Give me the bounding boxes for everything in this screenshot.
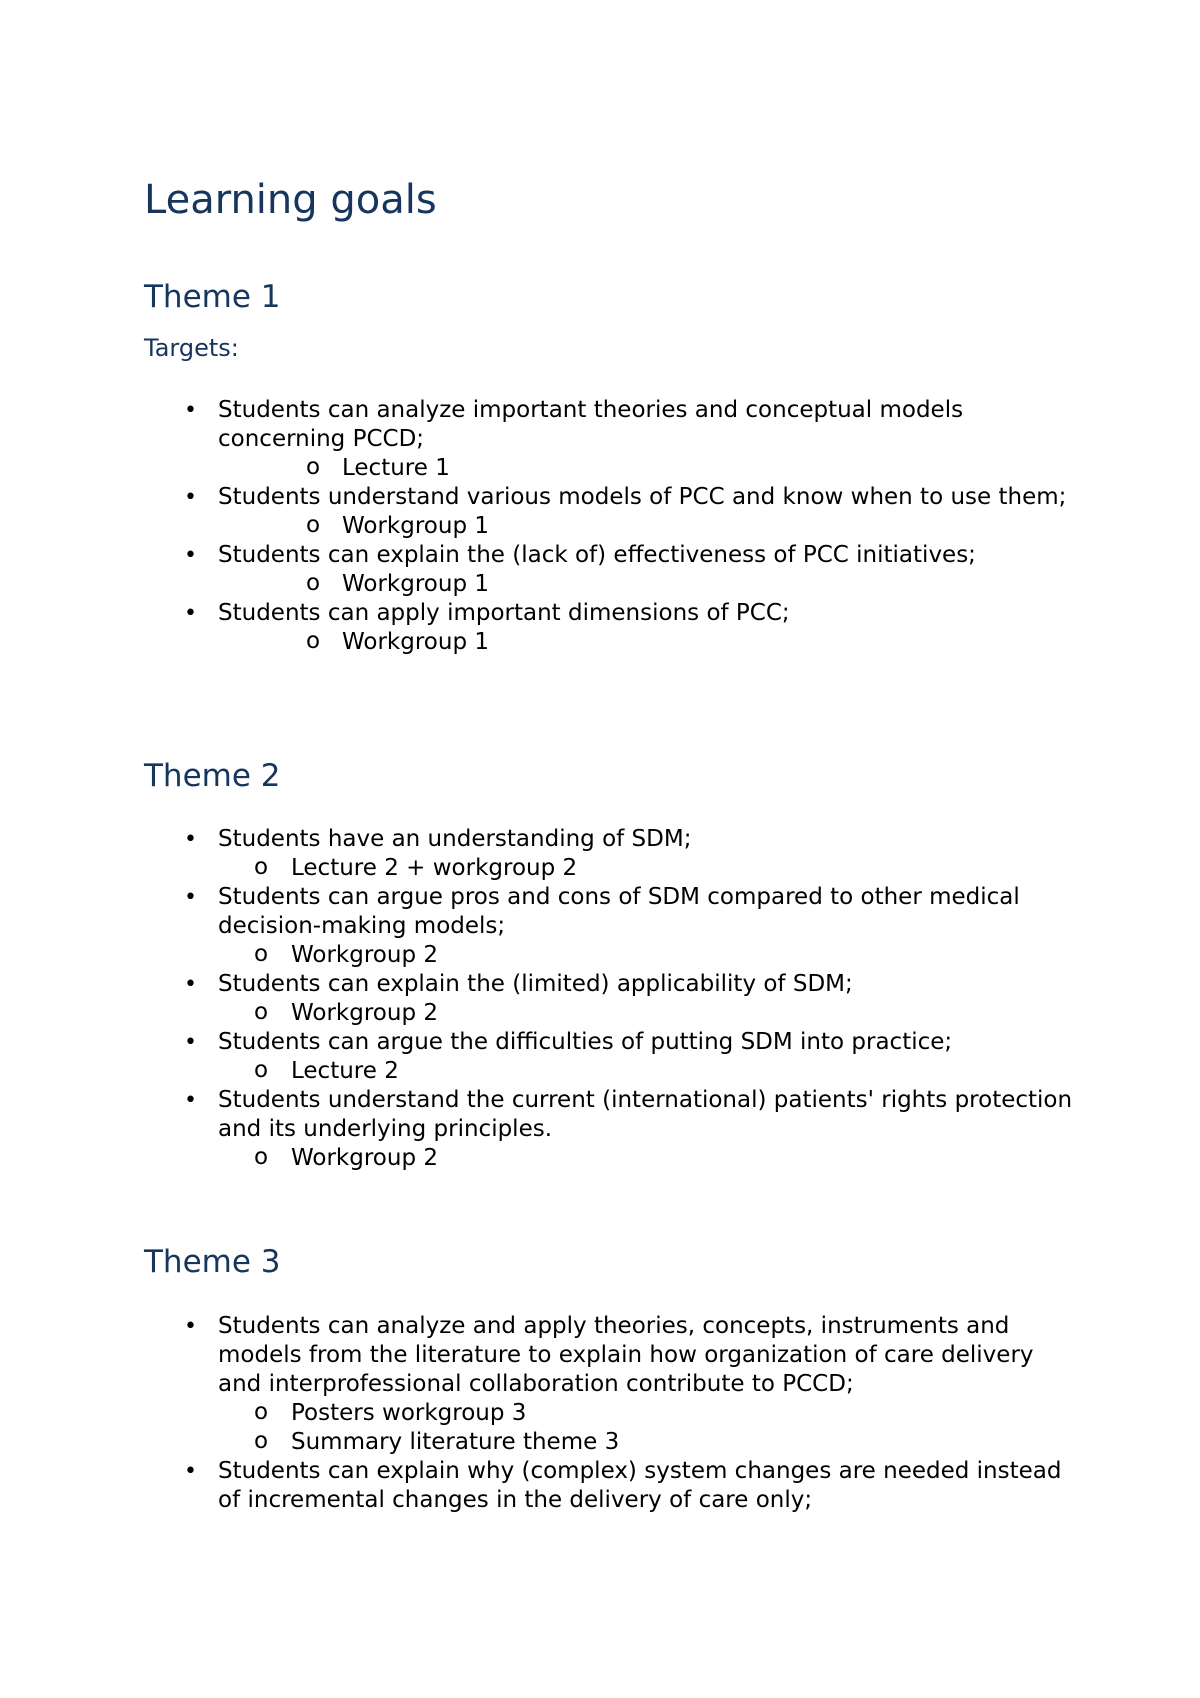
sub-list-item <box>0 854 1200 883</box>
circle-o-icon: o <box>254 1144 269 1170</box>
sub-item-text: Lecture 1 <box>342 455 450 481</box>
sub-item-text: Workgroup 1 <box>342 629 489 655</box>
goal-text: Students can apply important dimensions of PCC; <box>218 600 790 626</box>
bullet-dot-icon: • <box>184 1088 197 1113</box>
circle-o-icon: o <box>306 628 321 654</box>
circle-o-icon: o <box>254 941 269 967</box>
bullet-dot-icon: • <box>184 972 197 997</box>
sub-list-item <box>0 512 1200 541</box>
theme-3-goal-list <box>0 1312 1200 1515</box>
circle-o-icon: o <box>254 1057 269 1083</box>
sub-list-item <box>0 570 1200 599</box>
list-item <box>0 1312 1200 1399</box>
bullet-dot-icon: • <box>184 543 197 568</box>
goal-text: Students can analyze and apply theories, concepts, instruments and models from the literature to explain how organization of care delivery and interprofessional collaboration contribute to PCCD; <box>218 1313 1034 1397</box>
sub-item-text: Workgroup 1 <box>342 513 489 539</box>
circle-o-icon: o <box>306 512 321 538</box>
list-item <box>0 541 1200 570</box>
sub-list-item <box>0 999 1200 1028</box>
theme-3-heading: Theme 3 <box>144 1244 281 1280</box>
list-item <box>0 483 1200 512</box>
sub-item-text: Lecture 2 <box>291 1058 399 1084</box>
list-item <box>0 396 1200 454</box>
goal-text: Students can explain the (lack of) effectiveness of PCC initiatives; <box>218 542 976 568</box>
sub-list-item <box>0 1428 1200 1457</box>
list-item <box>0 1457 1200 1515</box>
list-item <box>0 883 1200 941</box>
list-item <box>0 970 1200 999</box>
goal-text: Students have an understanding of SDM; <box>218 826 692 852</box>
bullet-dot-icon: • <box>184 827 197 852</box>
theme-2-heading: Theme 2 <box>144 758 281 794</box>
goal-text: Students can argue pros and cons of SDM compared to other medical decision-making models; <box>218 884 1020 939</box>
sub-list-item <box>0 1144 1200 1173</box>
bullet-dot-icon: • <box>184 1459 197 1484</box>
page-title: Learning goals <box>144 177 437 223</box>
bullet-dot-icon: • <box>184 485 197 510</box>
goal-text: Students can argue the difficulties of putting SDM into practice; <box>218 1029 953 1055</box>
sub-list-item <box>0 1057 1200 1086</box>
circle-o-icon: o <box>254 1399 269 1425</box>
list-item <box>0 599 1200 628</box>
sub-item-text: Summary literature theme 3 <box>291 1429 620 1455</box>
bullet-dot-icon: • <box>184 885 197 910</box>
sub-list-item <box>0 628 1200 657</box>
sub-item-text: Workgroup 1 <box>342 571 489 597</box>
sub-list-item <box>0 941 1200 970</box>
sub-item-text: Workgroup 2 <box>291 942 438 968</box>
goal-text: Students understand the current (international) patients' rights protection and its underlying principles. <box>218 1087 1073 1142</box>
bullet-dot-icon: • <box>184 1314 197 1339</box>
sub-item-text: Lecture 2 + workgroup 2 <box>291 855 578 881</box>
circle-o-icon: o <box>254 1428 269 1454</box>
goal-text: Students can analyze important theories and conceptual models concerning PCCD; <box>218 397 964 452</box>
bullet-dot-icon: • <box>184 601 197 626</box>
sub-item-text: Workgroup 2 <box>291 1000 438 1026</box>
circle-o-icon: o <box>254 999 269 1025</box>
goal-text: Students can explain the (limited) applicability of SDM; <box>218 971 853 997</box>
bullet-dot-icon: • <box>184 398 197 423</box>
sub-item-text: Workgroup 2 <box>291 1145 438 1171</box>
list-item <box>0 825 1200 854</box>
targets-label: Targets: <box>144 334 239 362</box>
theme-2-goal-list <box>0 825 1200 1173</box>
goal-text: Students understand various models of PCC and know when to use them; <box>218 484 1067 510</box>
goal-text: Students can explain why (complex) system changes are needed instead of incremental changes in the delivery of care only; <box>218 1458 1062 1513</box>
sub-list-item <box>0 1399 1200 1428</box>
list-item <box>0 1086 1200 1144</box>
sub-item-text: Posters workgroup 3 <box>291 1400 527 1426</box>
theme-1-heading: Theme 1 <box>144 279 281 315</box>
bullet-dot-icon: • <box>184 1030 197 1055</box>
circle-o-icon: o <box>254 854 269 880</box>
sub-list-item <box>0 454 1200 483</box>
list-item <box>0 1028 1200 1057</box>
circle-o-icon: o <box>306 570 321 596</box>
theme-1-goal-list <box>0 396 1200 657</box>
circle-o-icon: o <box>306 454 321 480</box>
